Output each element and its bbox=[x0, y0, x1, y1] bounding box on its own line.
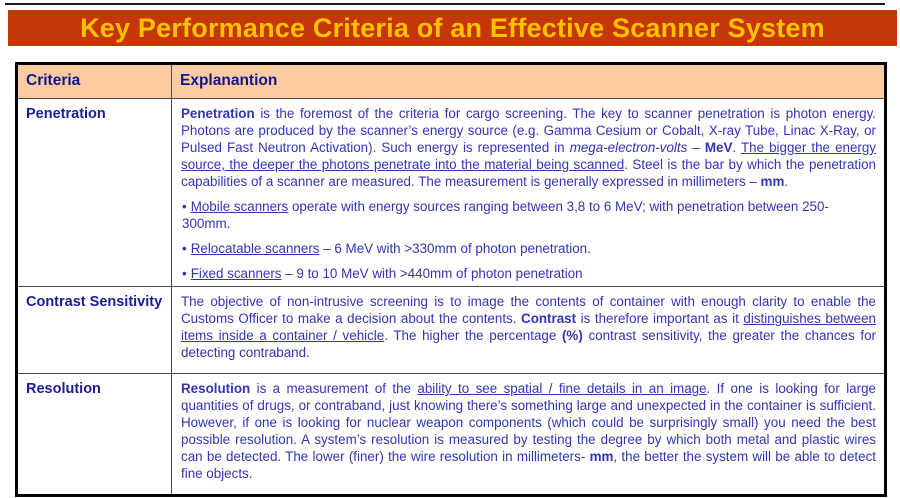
text-segment: Penetration bbox=[181, 106, 255, 121]
text-segment: (%) bbox=[561, 328, 583, 343]
text-segment: Mobile scanners bbox=[190, 199, 289, 214]
title-banner bbox=[8, 10, 897, 46]
text-segment: – bbox=[687, 140, 705, 155]
text-segment: . Steel is the bar by which the penetration capabilities of a scanner are measured. The measurement is generally expressed in millimeters – bbox=[181, 157, 876, 189]
criteria-label-contrast-sensitivity: Contrast Sensitivity bbox=[17, 287, 172, 374]
table-header-row bbox=[17, 64, 886, 99]
explanation-cell-penetration bbox=[172, 99, 886, 287]
text-segment: , the better the system will be able to detect fine objects. bbox=[181, 449, 876, 481]
text-segment: . If one is looking for large quantities of drugs, or contraband, just knowing there’s something large and unexpected in the container is sufficient. However, if one is looking for nuclear weapon components (which could be surprisingly small) you need the best possible resolution. A system’s resolution is measured by testing the degree by which both metal and plastic wires can be detected. The lower (finer) the wire resolution in millimeters- bbox=[181, 381, 876, 464]
text-segment: operate with energy sources ranging between 3,8 to 6 MeV; with penetration between 250-300mm. bbox=[182, 199, 829, 231]
criteria-label-resolution: Resolution bbox=[17, 374, 172, 496]
bullet-dot: • bbox=[182, 199, 187, 214]
text-segment: Relocatable scanners bbox=[190, 241, 320, 256]
text-segment: contrast sensitivity, the greater the chances for detecting contraband. bbox=[181, 328, 876, 360]
bullet-dot: • bbox=[182, 241, 187, 256]
text-segment: – 9 to 10 MeV with >440mm of photon penetration bbox=[281, 266, 583, 281]
text-segment: distinguishes between items inside a container / vehicle bbox=[181, 311, 876, 343]
text-segment: Resolution bbox=[181, 381, 251, 396]
text-segment: . bbox=[784, 174, 789, 189]
text-segment: is the foremost of the criteria for cargo screening. The key to scanner penetration is photon energy. Photons are produced by the scanner’s energy source (e.g. Gamma Cesium or Cobalt, X-ray Tube, Linac X-Ray, or Pulsed Fast Neutron Activation). Such energy is represented in bbox=[181, 106, 876, 155]
text-segment: mm bbox=[589, 449, 614, 464]
bullet-item bbox=[182, 265, 876, 282]
header-cell-criteria: Criteria bbox=[17, 64, 172, 99]
text-segment: is a measurement of the bbox=[250, 381, 418, 396]
text-segment: mega-electron-volts bbox=[569, 140, 688, 155]
text-segment: . bbox=[732, 140, 741, 155]
text-segment: . The higher the percentage bbox=[384, 328, 562, 343]
table-row-contrast-sensitivity bbox=[17, 287, 886, 374]
bullet-item bbox=[182, 198, 876, 232]
text-segment: – 6 MeV with >330mm of photon penetration. bbox=[319, 241, 591, 256]
text-segment: Fixed scanners bbox=[190, 266, 282, 281]
paragraph bbox=[181, 105, 876, 190]
paragraph bbox=[181, 380, 876, 482]
text-segment: The objective of non-intrusive screening is to image the contents of container with enough clarity to enable the Customs Officer to make a decision about the contents. bbox=[181, 294, 876, 326]
bullet-dot: • bbox=[182, 266, 187, 281]
explanation-cell-resolution bbox=[172, 374, 886, 496]
criteria-label-penetration: Penetration bbox=[17, 99, 172, 287]
top-divider-line bbox=[5, 3, 885, 5]
text-segment: is therefore important as it bbox=[576, 311, 744, 326]
page-title: Key Performance Criteria of an Effective Scanner System bbox=[80, 12, 825, 43]
explanation-cell-contrast-sensitivity bbox=[172, 287, 886, 374]
text-segment: Contrast bbox=[521, 311, 577, 326]
paragraph bbox=[181, 293, 876, 361]
table-row-penetration bbox=[17, 99, 886, 287]
bullet-item bbox=[182, 240, 876, 257]
table-row-resolution bbox=[17, 374, 886, 496]
text-segment: The bigger the energy source, the deeper the photons penetrate into the material being scanned bbox=[181, 140, 877, 172]
header-cell-explanation: Explanantion bbox=[172, 64, 886, 99]
criteria-table bbox=[15, 62, 887, 497]
text-segment: ability to see spatial / fine details in an image bbox=[417, 381, 707, 396]
text-segment: MeV bbox=[704, 140, 733, 155]
text-segment: mm bbox=[760, 174, 785, 189]
